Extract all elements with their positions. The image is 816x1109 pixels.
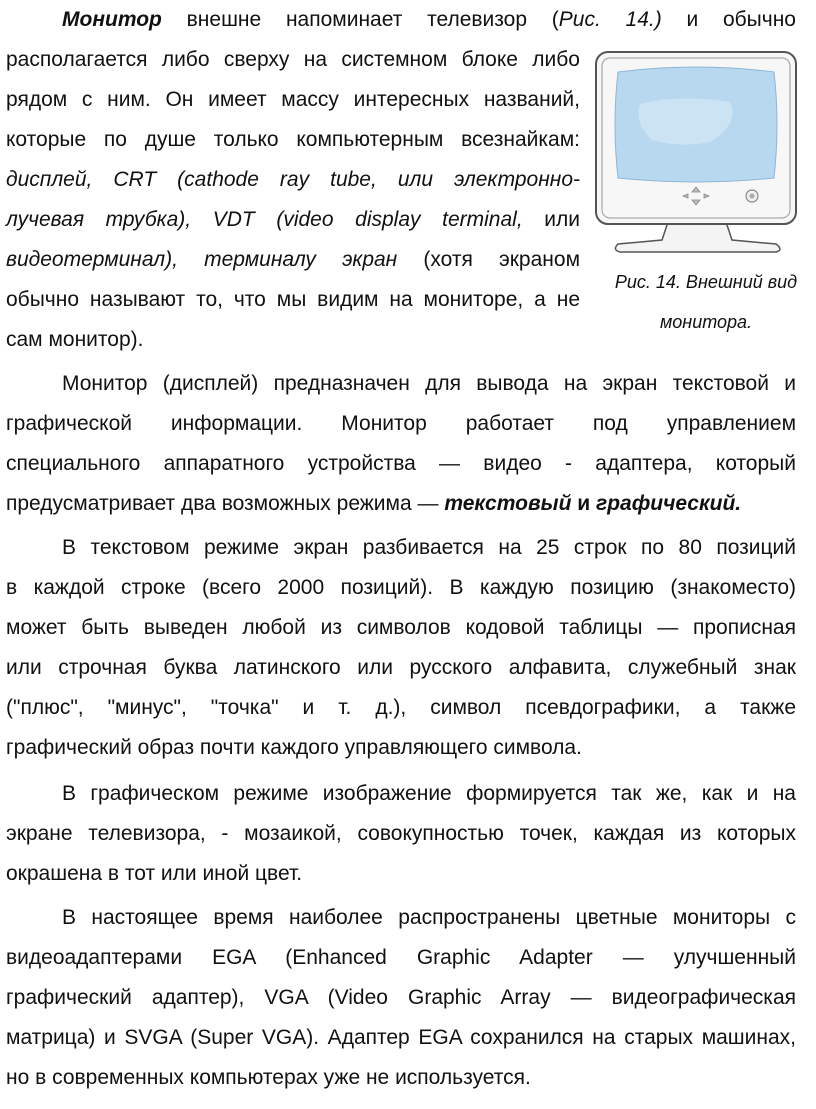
figure-caption-line1: Рис. 14. Внешний вид (614, 272, 798, 292)
text-line: располагается либо сверху на системном блоке либо (6, 48, 580, 71)
text-line: предусматривает два возможных режима — текстовый и графический. (6, 492, 742, 515)
text-line: может быть выведен любой из символов кодовой таблицы — прописная (6, 616, 796, 639)
text-line: графический адаптер), VGA (Video Graphic Array — видеографическая (6, 986, 796, 1009)
text-line: окрашена в тот или иной цвет. (6, 862, 303, 885)
text-line: специального аппаратного устройства — видео - адаптера, который (6, 452, 796, 475)
text-line: ("плюс", "минус", "точка" и т. д.), символ псевдографики, а также (6, 696, 796, 719)
text-line: видеоадаптерами EGA (Enhanced Graphic Adapter — улучшенный (6, 946, 796, 969)
text-line: но в современных компьютерах уже не используется. (6, 1066, 531, 1089)
text-line: В настоящее время наиболее распространены цветные мониторы с (62, 906, 796, 929)
monitor-icon (590, 44, 804, 260)
text-line: Монитор внешне напоминает телевизор (Рис. 14.) и обычно (62, 8, 796, 31)
text-line: графический образ почти каждого управляющего символа. (6, 736, 582, 759)
text-line: матрица) и SVGA (Super VGA). Адаптер EGA сохранился на старых машинах, (6, 1026, 796, 1049)
text-line: рядом с ним. Он имеет массу интересных названий, (6, 88, 580, 111)
text-line: В текстовом режиме экран разбивается на 25 строк по 80 позиций (62, 536, 796, 559)
text-line: В графическом режиме изображение формируется так же, как и на (62, 782, 796, 805)
text-line: экране телевизора, - мозаикой, совокупностью точек, каждая из которых (6, 822, 796, 845)
text-line: которые по душе только компьютерным всезнайкам: (6, 128, 580, 151)
text-line: обычно называют то, что мы видим на мониторе, а не (6, 288, 580, 311)
text-line: Монитор (дисплей) предназначен для вывода на экран текстовой и (62, 372, 796, 395)
monitor-figure (590, 44, 804, 266)
text-line: лучевая трубка), VDT (video display terminal, или (6, 208, 580, 231)
text-line: сам монитор). (6, 328, 144, 351)
text-line: в каждой строке (всего 2000 позиций). В каждую позицию (знакоместо) (6, 576, 796, 599)
text-line: видеотерминал), терминалу экран (хотя экраном (6, 248, 581, 271)
text-line: графической информации. Монитор работает под управлением (6, 412, 796, 435)
figure-caption-line2: монитора. (659, 312, 753, 332)
text-line: дисплей, CRT (cathode ray tube, или электронно- (6, 168, 580, 191)
text-line: или строчная буква латинского или русского алфавита, служебный знак (6, 656, 796, 679)
